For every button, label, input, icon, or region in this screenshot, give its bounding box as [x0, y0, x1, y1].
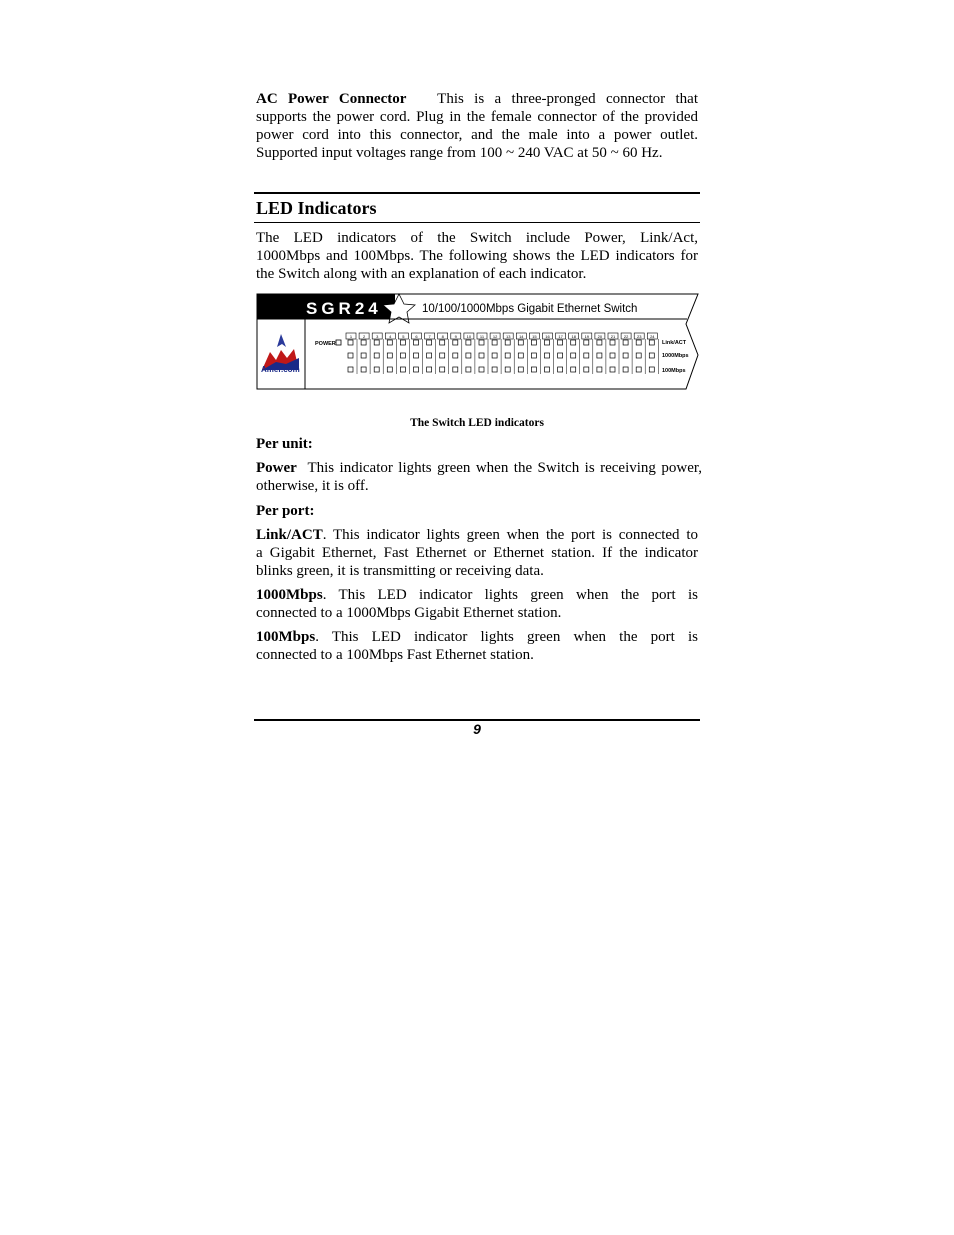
port-number: 2 — [362, 334, 366, 339]
port-number: 19 — [584, 334, 590, 339]
ac-power-line3: power cord into this connector, and the male into a power outlet. — [256, 127, 698, 143]
port-led — [597, 353, 602, 358]
port-led — [610, 353, 615, 358]
port-number: 14 — [519, 334, 524, 339]
port-led — [623, 367, 628, 372]
link-act-term: Link/ACT — [256, 527, 323, 543]
port-led — [558, 353, 563, 358]
port-led — [571, 353, 576, 358]
product-name: 10/100/1000Mbps Gigabit Ethernet Switch — [422, 303, 638, 315]
port-number: 18 — [571, 334, 576, 339]
section-top-rule — [254, 192, 700, 194]
port-number: 21 — [610, 334, 616, 339]
port-number: 20 — [597, 334, 603, 339]
port-led — [505, 340, 510, 345]
ac-power-line2: supports the power cord. Plug in the female connector of the provided — [256, 109, 698, 125]
per-port-heading: Per port: — [256, 503, 315, 519]
port-led — [505, 367, 510, 372]
port-led — [636, 353, 641, 358]
port-number: 4 — [389, 334, 392, 339]
port-led — [400, 367, 405, 372]
section-intro — [256, 229, 698, 283]
power-label: POWER — [315, 341, 336, 347]
port-led — [545, 367, 550, 372]
port-led — [531, 367, 536, 372]
port-led — [545, 353, 550, 358]
port-led — [414, 353, 419, 358]
intro-line3: the Switch along with an explanation of each indicator. — [256, 266, 587, 282]
port-led — [571, 340, 576, 345]
gigabit-term: 1000Mbps — [256, 587, 323, 603]
intro-line2: 1000Mbps and 100Mbps. The following shows the LED indicators for — [256, 248, 698, 264]
port-led — [387, 340, 392, 345]
port-led — [361, 340, 366, 345]
port-number: 24 — [650, 334, 655, 339]
row-label-link: Link/ACT — [662, 340, 687, 346]
port-led — [584, 340, 589, 345]
port-led — [505, 353, 510, 358]
port-led — [374, 367, 379, 372]
port-led — [414, 340, 419, 345]
port-led — [492, 340, 497, 345]
port-led — [479, 353, 484, 358]
port-led — [427, 340, 432, 345]
gigabit-line1: . This LED indicator lights green when the port is — [322, 587, 698, 603]
port-led — [479, 367, 484, 372]
port-led — [453, 340, 458, 345]
power-line1: This indicator lights green when the Switch is receiving power, — [307, 460, 702, 476]
port-number: 16 — [545, 334, 550, 339]
port-number: 6 — [415, 334, 418, 339]
port-led — [584, 367, 589, 372]
diagram-caption: The Switch LED indicators — [410, 417, 544, 429]
port-led — [518, 340, 523, 345]
port-led — [492, 367, 497, 372]
port-led — [558, 340, 563, 345]
port-led — [361, 367, 366, 372]
ac-power-line4: Supported input voltages range from 100 ~ 240 VAC at 50 ~ 60 Hz. — [256, 145, 663, 161]
gigabit-paragraph — [256, 586, 698, 622]
power-line2: otherwise, it is off. — [256, 478, 369, 494]
power-led — [336, 340, 341, 345]
port-led — [440, 353, 445, 358]
port-number: 17 — [558, 334, 563, 339]
port-led — [453, 367, 458, 372]
port-number: 5 — [402, 334, 405, 339]
link-act-line2: a Gigabit Ethernet, Fast Ethernet or Ethernet station. If the indicator — [256, 545, 698, 561]
port-led — [374, 353, 379, 358]
port-led — [400, 340, 405, 345]
port-led — [479, 340, 484, 345]
port-led — [440, 340, 445, 345]
port-led — [414, 367, 419, 372]
intro-line1: The LED indicators of the Switch include Power, Link/Act, — [256, 230, 698, 246]
fast-term: 100Mbps — [256, 629, 316, 645]
port-led — [400, 353, 405, 358]
link-act-line1: . This indicator lights green when the port is connected to — [322, 527, 698, 543]
port-number: 23 — [636, 334, 642, 339]
port-led — [492, 353, 497, 358]
port-led — [649, 340, 654, 345]
port-led — [636, 340, 641, 345]
port-number: 11 — [479, 334, 485, 339]
port-led — [374, 340, 379, 345]
port-number: 8 — [441, 334, 444, 339]
port-led — [531, 340, 536, 345]
port-led — [518, 367, 523, 372]
ac-power-paragraph — [256, 90, 698, 162]
row-label-100: 100Mbps — [662, 368, 686, 374]
port-led — [597, 340, 602, 345]
port-number: 13 — [505, 334, 511, 339]
power-term: Power — [256, 460, 297, 476]
port-number: 15 — [532, 334, 537, 339]
port-led — [531, 353, 536, 358]
port-led — [558, 367, 563, 372]
port-number: 22 — [623, 334, 629, 339]
port-led — [387, 353, 392, 358]
brand-name: Amer.com — [261, 365, 300, 374]
fast-line1: . This LED indicator lights green when the port is — [315, 629, 698, 645]
port-led — [427, 367, 432, 372]
section-bottom-rule — [254, 222, 700, 223]
fast-line2: connected to a 100Mbps Fast Ethernet station. — [256, 647, 534, 663]
port-led — [623, 353, 628, 358]
port-number: 9 — [454, 334, 457, 339]
section-title: LED Indicators — [256, 198, 377, 218]
port-led — [453, 353, 458, 358]
row-label-1000: 1000Mbps — [662, 353, 689, 359]
port-led — [348, 367, 353, 372]
port-led — [597, 367, 602, 372]
port-led — [584, 353, 589, 358]
port-led — [348, 340, 353, 345]
link-act-line3: blinks green, it is transmitting or receiving data. — [256, 563, 544, 579]
port-number: 7 — [428, 334, 431, 339]
port-led — [440, 367, 445, 372]
port-led — [636, 367, 641, 372]
ac-power-term: AC Power Connector — [256, 91, 407, 107]
port-led — [571, 367, 576, 372]
power-paragraph — [256, 459, 702, 495]
page-number: 9 — [473, 721, 481, 737]
link-act-paragraph — [256, 526, 698, 580]
port-number: 12 — [492, 334, 498, 339]
port-led — [466, 353, 471, 358]
port-led — [649, 353, 654, 358]
fast-paragraph — [256, 628, 698, 664]
port-led — [361, 353, 366, 358]
port-led — [610, 340, 615, 345]
port-number: 1 — [349, 334, 353, 339]
port-led — [466, 367, 471, 372]
per-unit-heading: Per unit: — [256, 436, 313, 452]
port-led — [466, 340, 471, 345]
port-number: 10 — [466, 334, 472, 339]
gigabit-line2: connected to a 1000Mbps Gigabit Ethernet station. — [256, 605, 562, 621]
port-led — [387, 367, 392, 372]
ac-power-line1: This is a three-pronged connector that — [437, 91, 698, 107]
switch-led-diagram — [256, 292, 700, 392]
port-led — [623, 340, 628, 345]
port-led — [518, 353, 523, 358]
port-led — [610, 367, 615, 372]
port-led — [545, 340, 550, 345]
port-led — [427, 353, 432, 358]
model-name: SGR24 — [306, 299, 382, 318]
port-number: 3 — [376, 334, 379, 339]
port-led — [649, 367, 654, 372]
port-led — [348, 353, 353, 358]
